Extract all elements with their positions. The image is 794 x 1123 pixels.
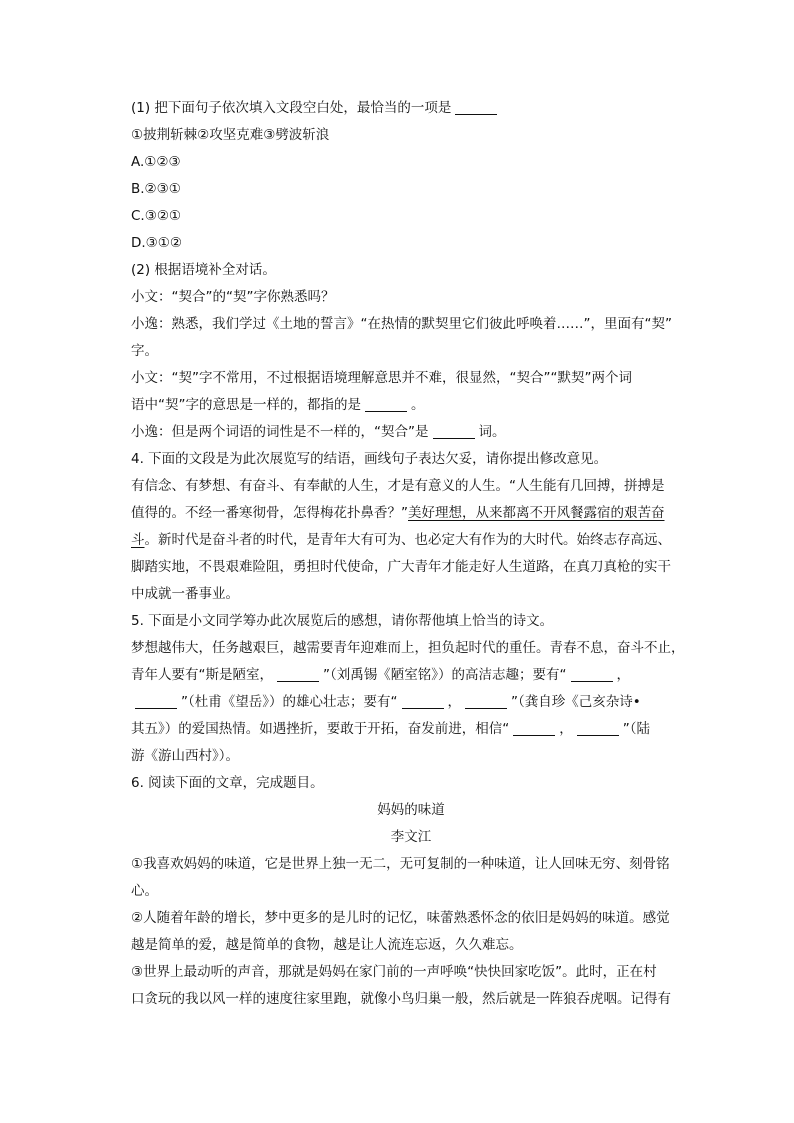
option-c[interactable]: C.③②① [131, 208, 182, 224]
paragraph-line [131, 716, 691, 743]
answer-blank[interactable] [455, 100, 497, 115]
answer-blank[interactable] [277, 667, 319, 682]
option-a[interactable]: A.①②③ [131, 154, 181, 170]
answer-blank[interactable] [465, 694, 507, 709]
dialog-line: 小文：“契合”的“契”字你熟悉吗？ [131, 289, 335, 305]
dialog-line [131, 419, 691, 446]
article-line: 心。 [131, 883, 158, 899]
article-line: 口贪玩的我以风一样的速度往家里跑，就像小鸟归巢一般，然后就是一阵狼吞虎咽。记得有 [131, 991, 671, 1007]
paragraph-text: ”（陆 [622, 721, 650, 737]
paragraph-text: 青年人要有“斯是陋室， [131, 667, 273, 683]
answer-blank[interactable] [433, 424, 475, 439]
paragraph-line [131, 689, 691, 716]
article-line: ①我喜欢妈妈的味道，它是世界上独一无二，无可复制的一种味道，让人回味无穷、刻骨铭 [131, 856, 670, 872]
paragraph-text: 值得的。不经一番寒彻骨，怎得梅花扑鼻香？” [131, 505, 408, 521]
dialog-text: 。 [411, 397, 425, 413]
option-d[interactable]: D.③①② [131, 235, 182, 251]
paragraph-text: ”（杜甫《望岳》）的雄心壮志；要有“ [181, 694, 398, 710]
article-title: 妈妈的味道 [377, 802, 445, 818]
paragraph-text: ， [559, 721, 573, 737]
q6-stem: 6. 阅读下面的文章，完成题目。 [131, 775, 324, 791]
underlined-sentence: 美好理想，从来都离不开风餐露宿的艰苦奋 [408, 505, 665, 521]
answer-blank[interactable] [571, 667, 613, 682]
answer-blank[interactable] [577, 721, 619, 736]
paragraph-text: ”（刘禹锡《陋室铭》）的高洁志趣；要有“ [323, 667, 567, 683]
paragraph-text: ”（龚自珍《己亥杂诗• [511, 694, 641, 710]
paragraph-line: 脚踏实地，不畏艰难险阻，勇担时代使命，广大青年才能走好人生道路，在真刀真枪的实干 [131, 559, 671, 575]
answer-blank[interactable] [402, 694, 444, 709]
paragraph-text: 。新时代是奋斗者的时代，是青年大有可为、也必定大有作为的大时代。始终志存高远、 [144, 532, 671, 548]
paragraph-line: 游《游山西村》）。 [131, 748, 239, 764]
q2-stem: (2) 根据语境补全对话。 [131, 262, 276, 278]
q5-stem: 5. 下面是小文同学筹办此次展览后的感想，请你帮他填上恰当的诗文。 [131, 613, 554, 629]
paragraph-text: ， [616, 667, 630, 683]
underlined-sentence: 斗 [131, 532, 145, 548]
dialog-text: 小逸：但是两个词语的词性是不一样的，“契合”是 [131, 424, 429, 440]
answer-blank[interactable] [365, 397, 407, 412]
dialog-line: 小逸：熟悉，我们学过《土地的誓言》“在热情的默契里它们彼此呼唤着……”，里面有“契” [131, 316, 672, 332]
paragraph-text: ， [447, 694, 461, 710]
paragraph-line [131, 500, 691, 527]
dialog-text: 词。 [478, 424, 506, 440]
dialog-line: 字。 [131, 343, 158, 359]
article-line: 越是简单的爱，越是简单的食物，越是让人流连忘返，久久难忘。 [131, 937, 523, 953]
q1-stem [131, 95, 691, 122]
q4-stem: 4. 下面的文段是为此次展览写的结语，画线句子表达欠妥，请你提出修改意见。 [131, 451, 608, 467]
paragraph-line: 中成就一番事业。 [131, 586, 239, 602]
option-b[interactable]: B.②③① [131, 181, 181, 197]
paragraph-line: 有信念、有梦想、有奋斗、有奉献的人生，才是有意义的人生。“人生能有几回搏，拼搏是 [131, 478, 665, 494]
paragraph-line [131, 662, 691, 689]
exam-page [131, 95, 691, 1013]
dialog-line: 小文：“契”字不常用，不过根据语境理解意思并不难，很显然，“契合”“默契”两个词 [131, 370, 632, 386]
article-author: 李文江 [390, 829, 432, 845]
dialog-text: 语中“契”字的意思是一样的，都指的是 [131, 397, 361, 413]
answer-blank[interactable] [513, 721, 555, 736]
paragraph-text: 其五》）的爱国热情。如遇挫折，要敢于开拓，奋发前进，相信“ [131, 721, 510, 737]
paragraph-line: 梦想越伟大，任务越艰巨，越需要青年迎难而上，担负起时代的重任。青春不息，奋斗不止， [131, 640, 685, 656]
q1-items: ①披荆斩棘②攻坚克难③劈波斩浪 [131, 127, 330, 143]
q1-stem-text: (1) 把下面句子依次填入文段空白处，最恰当的一项是 [131, 100, 452, 116]
answer-blank[interactable] [135, 694, 177, 709]
paragraph-line [131, 527, 691, 554]
article-line: ③世界上最动听的声音，那就是妈妈在家门前的一声呼唤“快快回家吃饭”。此时，正在村 [131, 964, 657, 980]
dialog-line [131, 392, 691, 419]
article-line: ②人随着年龄的增长，梦中更多的是儿时的记忆，味蕾熟悉怀念的依旧是妈妈的味道。感觉 [131, 910, 670, 926]
